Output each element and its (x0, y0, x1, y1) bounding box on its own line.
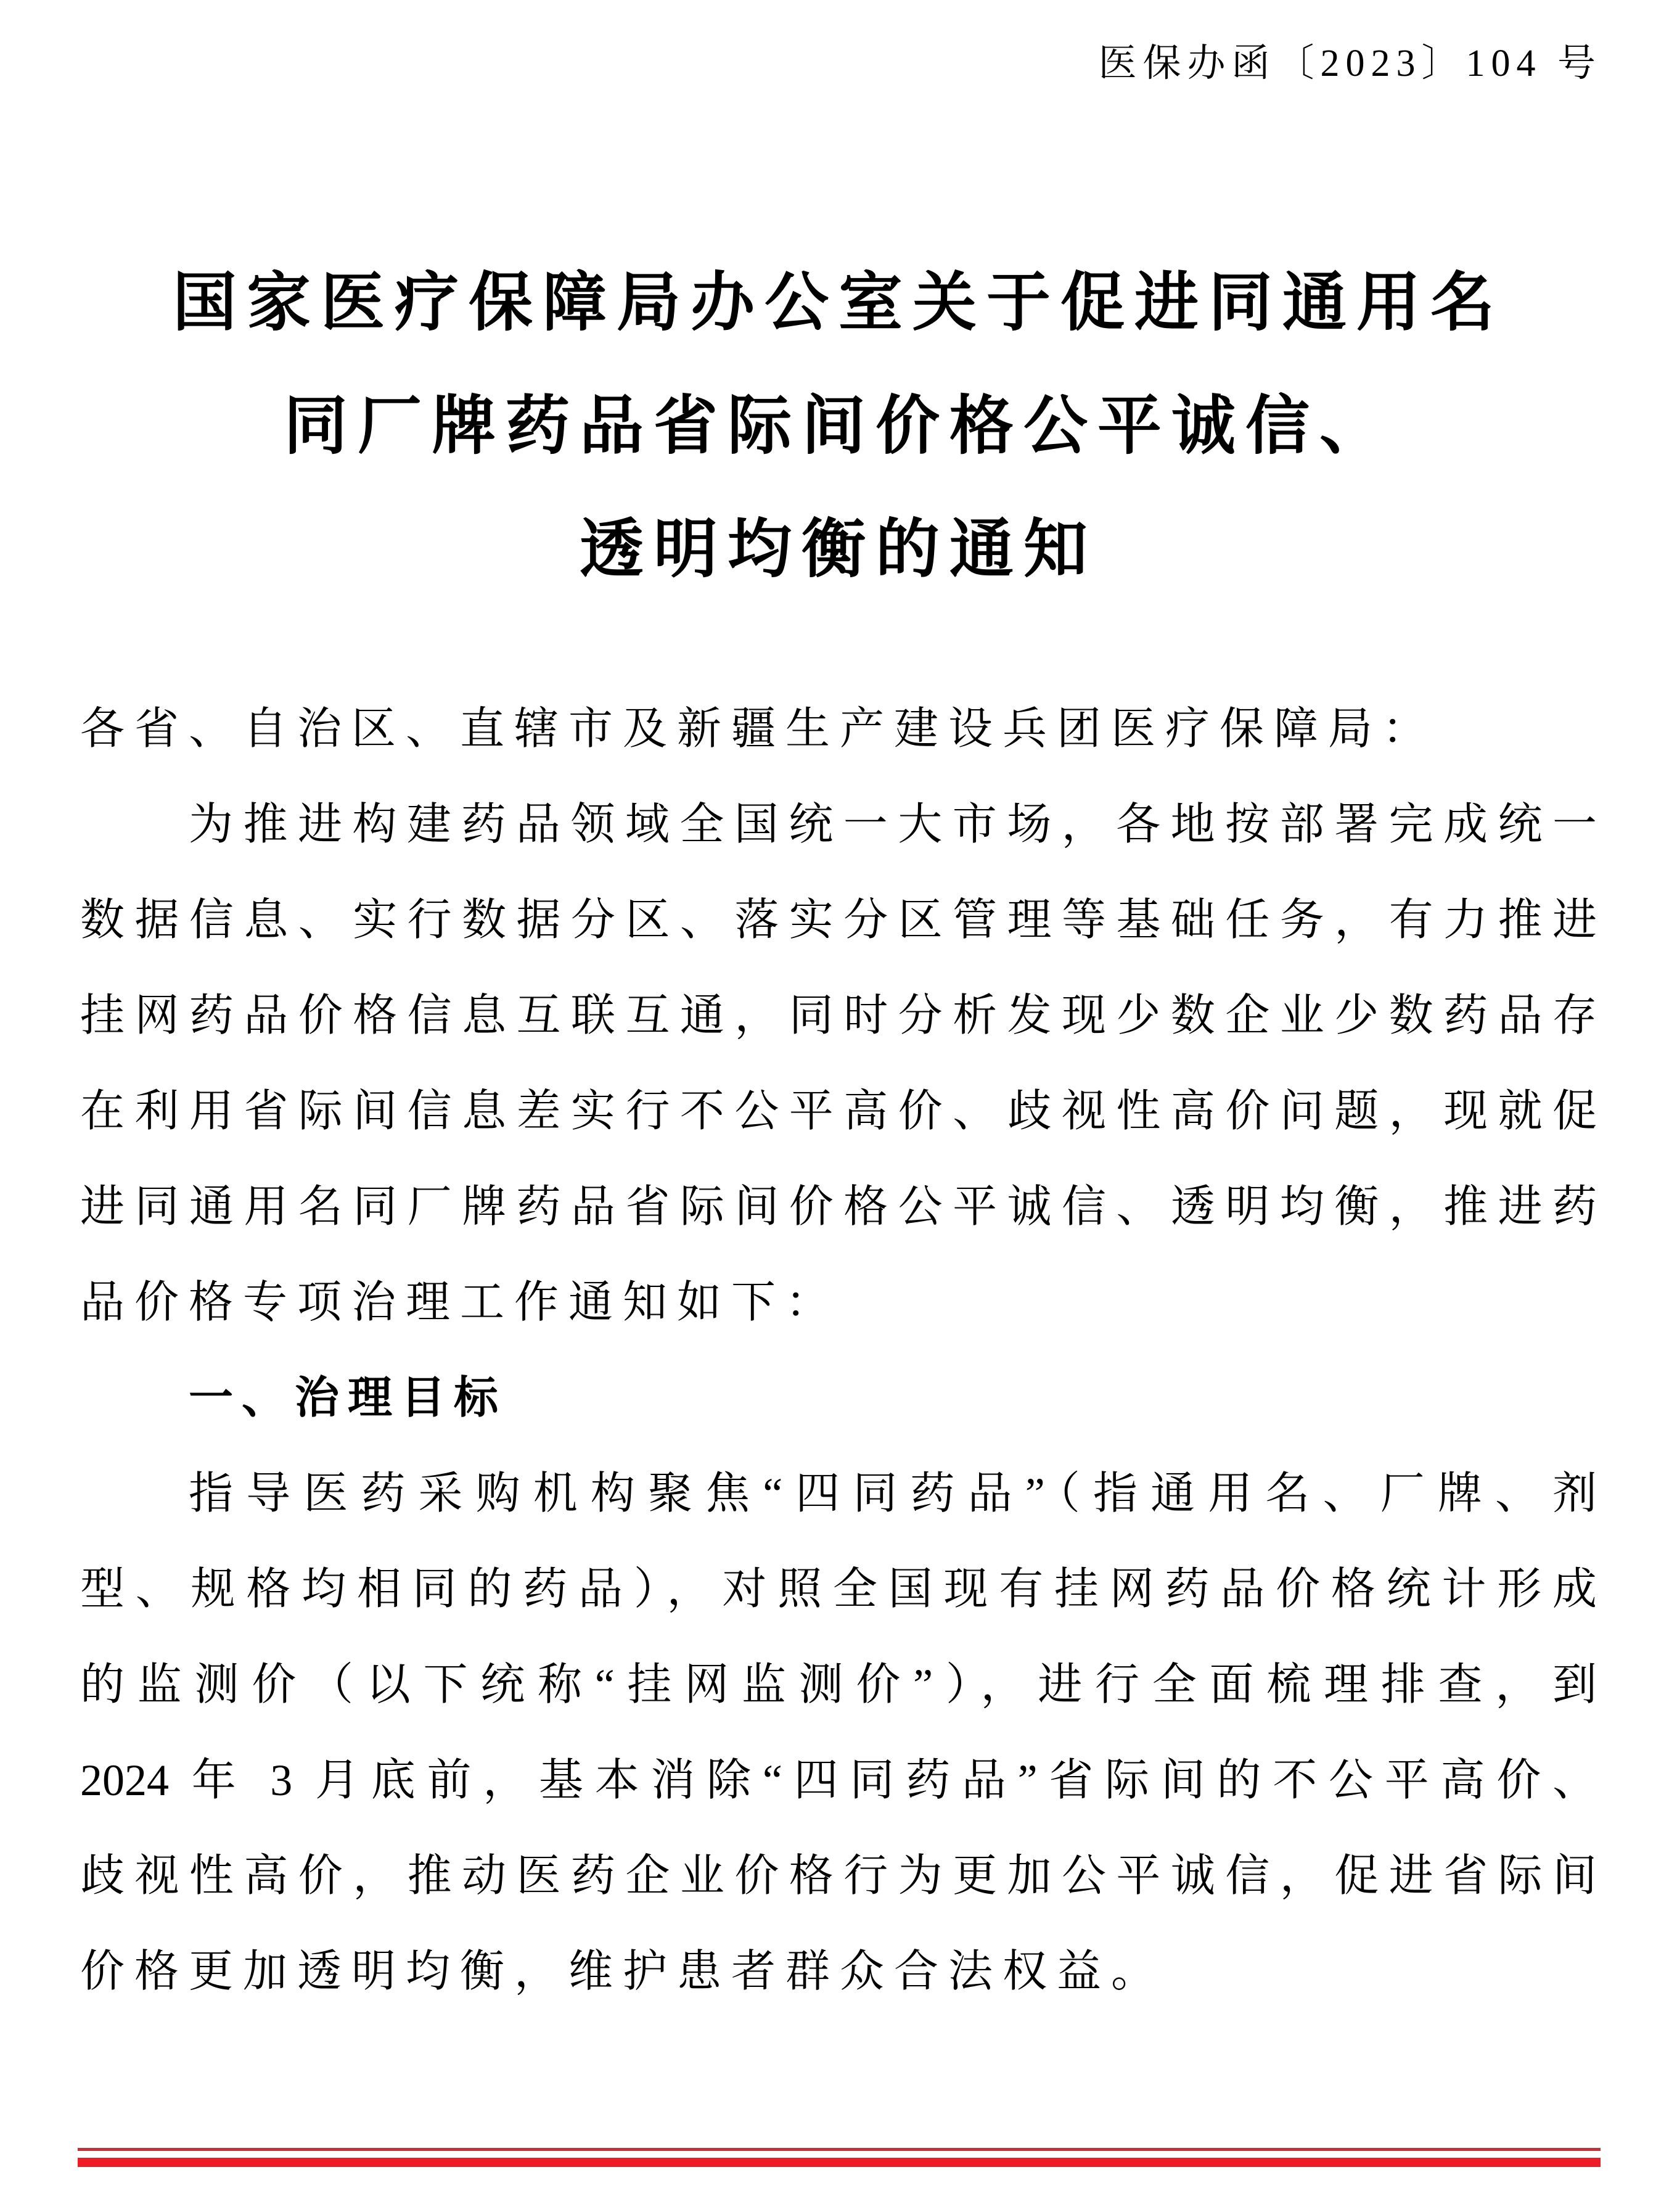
body-line: 型、规格均相同的药品），对照全国现有挂网药品价格统计形成 (80, 1564, 1597, 1614)
body-line: 挂网药品价格信息互联互通，同时分析发现少数企业少数药品存 (80, 991, 1597, 1040)
footer-rule-thick (78, 2158, 1601, 2167)
body-line: 的监测价（以下统称“挂网监测价”），进行全面梳理排查，到 (80, 1660, 1597, 1709)
body-line: 数据信息、实行数据分区、落实分区管理等基础任务，有力推进 (80, 895, 1597, 945)
document-title (0, 242, 1677, 612)
document-body (80, 681, 1597, 2020)
body-line: 价格更加透明均衡，维护患者群众合法权益。 (80, 1947, 1166, 1996)
body-line: 进同通用名同厂牌药品省际间价格公平诚信、透明均衡，推进药 (80, 1182, 1597, 1231)
body-line: 歧视性高价，推动医药企业价格行为更加公平诚信，促进省际间 (80, 1851, 1597, 1901)
salutation-line: 各省、自治区、直辖市及新疆生产建设兵团医疗保障局： (80, 704, 1437, 754)
body-line: 为推进构建药品领域全国统一大市场，各地按部署完成统一 (189, 800, 1597, 849)
title-line-1: 国家医疗保障局办公室关于促进同通用名 (172, 268, 1504, 339)
title-line-2: 同厂牌药品省际间价格公平诚信、 (283, 391, 1393, 462)
body-line: 指导医药采购机构聚焦“四同药品”（指通用名、厂牌、剂 (189, 1469, 1597, 1518)
body-line: 在利用省际间信息差实行不公平高价、歧视性高价问题，现就促 (80, 1087, 1597, 1136)
doc-number: 医保办函〔2023〕104 号 (1098, 43, 1602, 84)
section-heading: 一、治理目标 (189, 1373, 507, 1423)
footer-rule-thin (78, 2148, 1601, 2151)
body-line: 2024 年 3 月底前，基本消除“四同药品”省际间的不公平高价、 (80, 1756, 1597, 1805)
title-line-3: 透明均衡的通知 (579, 514, 1097, 585)
body-line: 品价格专项治理工作通知如下： (80, 1278, 840, 1327)
